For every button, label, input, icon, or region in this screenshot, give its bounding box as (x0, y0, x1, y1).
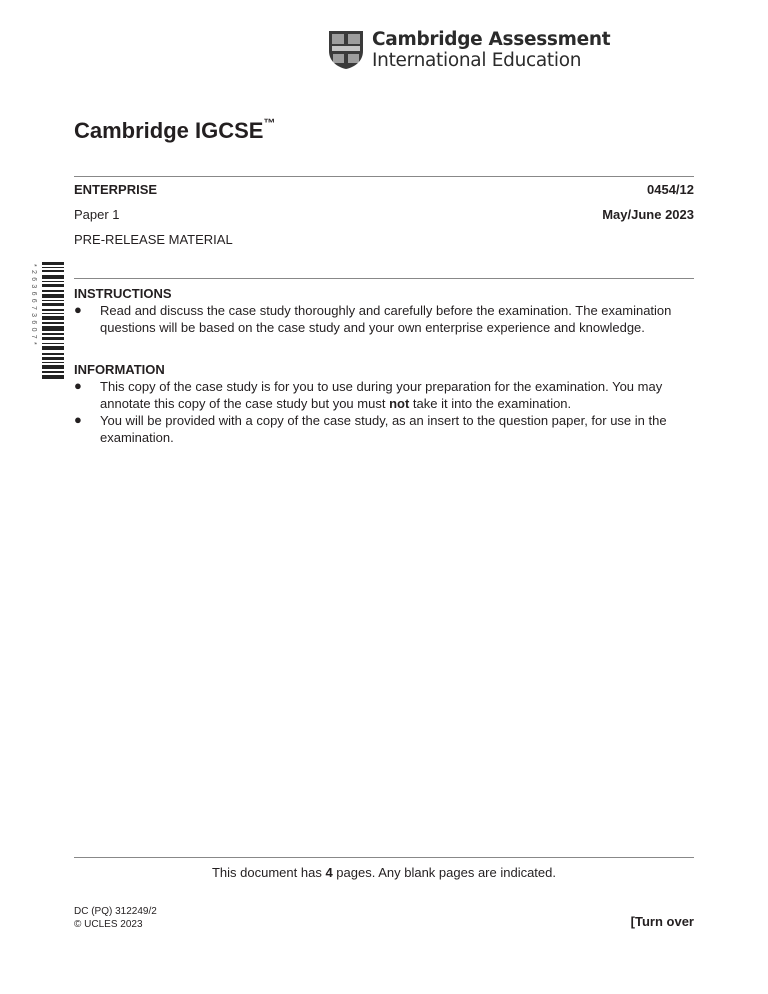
barcode (30, 262, 64, 380)
document-reference: DC (PQ) 312249/2 (74, 906, 157, 917)
session: May/June 2023 (602, 207, 694, 222)
note-text: This document has (211, 865, 326, 880)
divider (74, 857, 694, 858)
page-count-note (74, 865, 694, 880)
paper-code: 0454/12 (647, 182, 694, 197)
footer-ref (74, 905, 157, 931)
page-title (74, 115, 276, 144)
information-heading: INFORMATION (74, 362, 165, 377)
logo-line-2: International Education (372, 50, 582, 71)
title-text: Cambridge IGCSE (74, 118, 264, 143)
info-emphasis: not (389, 396, 410, 411)
instruction-item: Read and discuss the case study thoroughly and carefully before the examination. The examination questions will be based on the case study and your own enterprise experience and knowledge. (100, 303, 672, 335)
subject: ENTERPRISE (74, 182, 158, 197)
instructions-heading: INSTRUCTIONS (74, 286, 172, 301)
barcode-digits: *2636673607* (30, 264, 37, 348)
bullet-icon: ● (74, 302, 82, 317)
info-text: take it into the examination. (409, 396, 572, 411)
turn-over: [Turn over (630, 914, 694, 929)
material-type: PRE-RELEASE MATERIAL (74, 232, 233, 247)
copyright: © UCLES 2023 (74, 919, 143, 930)
page-count: 4 (325, 865, 333, 880)
divider (74, 176, 694, 177)
info-text: This copy of the case study is for you to use during your preparation for the examination. You may annotate this copy of the case study but you must (100, 379, 663, 411)
bullet-icon: ● (74, 378, 82, 393)
trademark: ™ (263, 115, 276, 130)
logo-line-1: Cambridge Assessment (372, 29, 611, 50)
cambridge-shield-icon (328, 30, 364, 70)
information-item (100, 378, 690, 412)
paper-number: Paper 1 (74, 207, 120, 222)
cambridge-logo (328, 29, 610, 71)
information-item: You will be provided with a copy of the case study, as an insert to the question paper, for use in the examination. (100, 413, 667, 445)
bullet-icon: ● (74, 412, 82, 427)
note-text: pages. Any blank pages are indicated. (332, 865, 556, 880)
divider (74, 278, 694, 279)
